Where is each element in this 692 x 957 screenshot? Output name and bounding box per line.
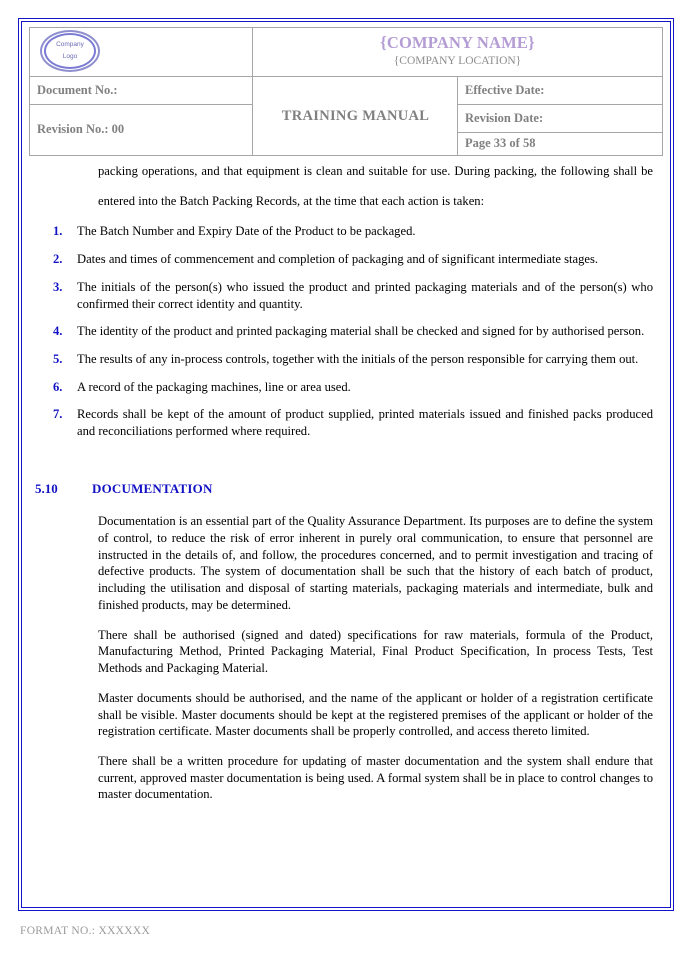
numbered-list [32,223,657,440]
section-heading [32,480,657,497]
list-item-text: Records shall be kept of the amount of product supplied, printed materials issued and finished packs produced and reconciliations performed where required. [77,407,653,439]
list-item [32,351,657,368]
footer-format-no: FORMAT NO.: XXXXXX [20,925,151,937]
company-name: {COMPANY NAME} [380,33,535,53]
header-row-doc-eff [30,77,663,105]
list-item-number: 1. [53,224,63,239]
logo-text [40,30,100,72]
list-item-text: Dates and times of commencement and completion of packaging and of significant intermediate stages. [77,252,599,267]
list-item [32,279,657,312]
intro-paragraph: packing operations, and that equipment is clean and suitable for use. During packing, the following shall be entered into the Batch Packing Records, at the time that each action is taken: [98,163,653,209]
section-paragraph: There shall be authorised (signed and dated) specifications for raw materials, formula of the Product, Manufacturing Method, Printed Packaging Material, Final Product Specification, In process Tests, Test Methods and Packaging Material. [98,627,653,676]
company-logo-icon [40,30,102,74]
page-number-cell: Page 33 of 58 [458,133,663,156]
section-number: 5.10 [35,480,58,496]
list-item [32,251,657,268]
list-item-text: The results of any in-process controls, together with the initials of the person responsible for carrying them out. [77,351,639,366]
list-item [32,379,657,396]
list-item [32,223,657,240]
document-no-cell: Document No.: [30,77,253,105]
company-location: {COMPANY LOCATION} [393,55,522,68]
section-paragraph: Documentation is an essential part of the Quality Assurance Department. Its purposes are to define the system of control, to reduce the risk of error inherent in purely oral communication, to ensure that personnel are instructed in the details of, and follow, the procedures concerned, and to permit investigation and tracing of defective products. The system of documentation shall be such that the history of each batch of product, including the utilisation and disposal of starting materials, packaging materials and intermediate, bulk and finished products, may be determined. [98,514,653,612]
company-logo-cell [30,28,253,77]
list-item-number: 7. [53,407,63,422]
section-paragraphs [32,513,657,803]
document-body [29,156,663,804]
company-identity-cell [253,28,663,77]
list-item-number: 4. [53,324,63,339]
header-row-title [30,28,663,77]
revision-no-cell: Revision No.: 00 [30,105,253,156]
list-item [32,323,657,340]
manual-title-cell: TRAINING MANUAL [253,77,458,156]
document-page-border-outer [18,18,674,911]
list-item-number: 2. [53,252,63,267]
section-paragraph: Master documents should be authorised, and the name of the applicant or holder of a registration certificate shall be visible. Master documents should be kept at the registered premises of the applicant or holder of the registration certificate. Master documents shall be properly controlled, and access thereto limited. [98,690,653,739]
document-page-content [22,22,670,907]
list-item-number: 3. [53,279,63,294]
list-item-number: 5. [53,351,63,366]
list-item [32,406,657,439]
logo-text-line2: Logo [62,53,78,60]
revision-date-cell: Revision Date: [458,105,663,133]
list-item-text: The identity of the product and printed packaging material shall be checked and signed for by authorised person. [77,324,645,339]
section-title: DOCUMENTATION [92,480,213,496]
document-page-border-inner [21,21,671,908]
section-paragraph: There shall be a written procedure for updating of master documentation and the system shall endure that current, approved master documentation is being used. A formal system shall be in place to control changes to master documentation. [98,754,653,802]
logo-text-line1: Company [56,40,84,48]
list-item-text: The Batch Number and Expiry Date of the Product to be packaged. [77,224,416,239]
effective-date-cell: Effective Date: [458,77,663,105]
list-item-number: 6. [53,379,63,394]
list-item-text: A record of the packaging machines, line or area used. [77,379,351,394]
document-header-table [29,27,663,156]
list-item-text: The initials of the person(s) who issued the product and printed packaging materials and of the person(s) who confirmed their correct identity and quantity. [77,279,653,311]
